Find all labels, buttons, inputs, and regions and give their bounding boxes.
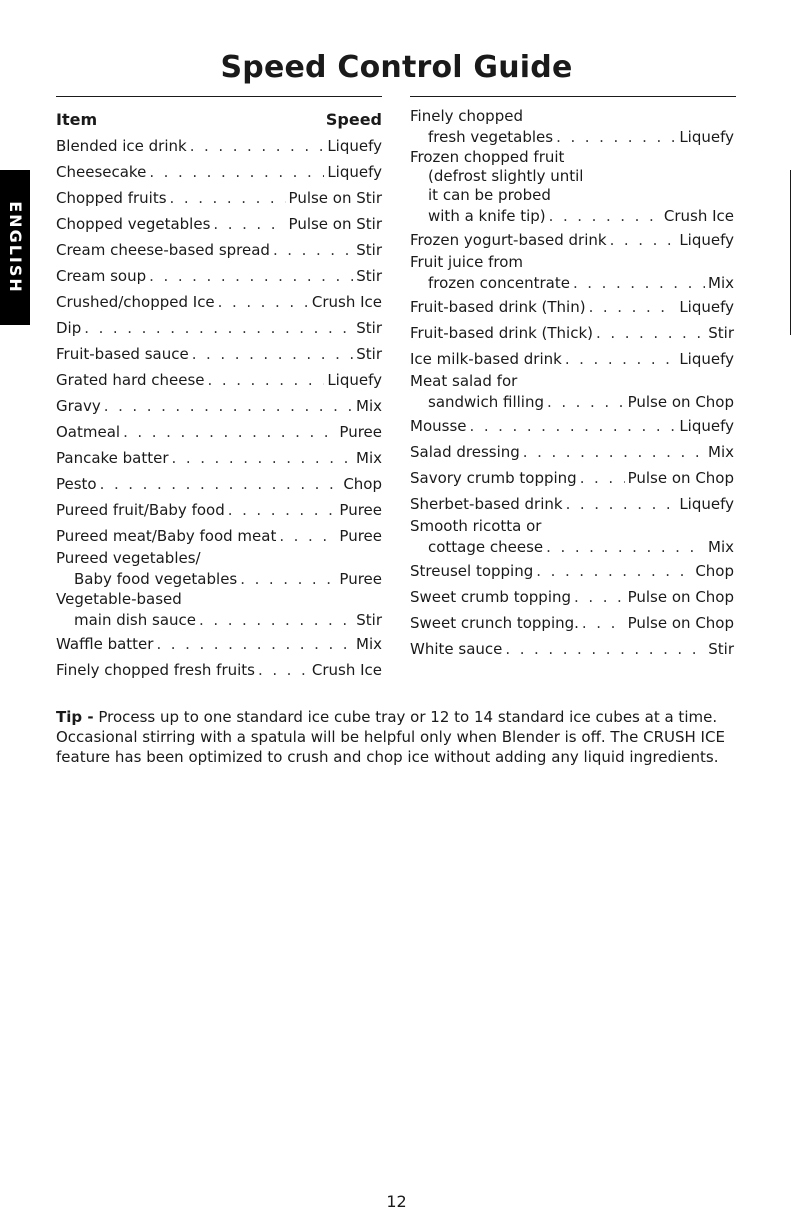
table-row [410, 413, 734, 439]
list-item [410, 465, 734, 491]
table-row [410, 126, 734, 148]
speed-value: Pulse on Chop [627, 469, 734, 487]
list-item [56, 211, 382, 237]
title-rule-right [410, 96, 736, 97]
item-label: Crushed/chopped Ice [56, 293, 215, 311]
speed-value: Mix [708, 274, 734, 292]
list-item [410, 584, 734, 610]
list-item [410, 253, 734, 294]
list-item [410, 320, 734, 346]
list-item [56, 419, 382, 445]
list-item [410, 413, 734, 439]
speed-value: Crush Ice [663, 207, 734, 225]
speed-value: Stir [356, 319, 382, 337]
item-label: Blended ice drink [56, 137, 187, 155]
speed-value: Stir [356, 267, 382, 285]
item-label: Cream soup [56, 267, 147, 285]
table-row [410, 320, 734, 346]
item-label: Waffle batter [56, 635, 154, 653]
dot-leader [573, 272, 705, 294]
speed-value: Mix [356, 449, 382, 467]
dot-leader [100, 471, 341, 497]
table-row [410, 346, 734, 372]
speed-value: Puree [339, 527, 382, 545]
dot-leader [192, 341, 354, 367]
page-title: Speed Control Guide [220, 50, 573, 85]
speed-value: Stir [708, 640, 734, 658]
dot-leader [580, 465, 625, 491]
table-row [410, 227, 734, 253]
table-row [410, 558, 734, 584]
dot-leader [104, 393, 353, 419]
title-rule-left [56, 96, 382, 97]
table-row [56, 159, 382, 185]
list-item [56, 367, 382, 393]
left-item-list [56, 133, 382, 683]
item-label-line: Vegetable-based [56, 590, 182, 608]
list-item [56, 341, 382, 367]
tip-paragraph [56, 707, 746, 767]
list-item [410, 346, 734, 372]
list-item [410, 636, 734, 662]
item-label-line: Fruit juice from [410, 253, 524, 271]
item-label: Gravy [56, 397, 101, 415]
item-label: Cheesecake [56, 163, 147, 181]
item-label: Fruit-based drink (Thick) [410, 324, 594, 342]
table-row [56, 568, 382, 590]
speed-value: Liquefy [679, 128, 734, 146]
dot-leader [123, 419, 336, 445]
item-label: Pesto [56, 475, 97, 493]
item-label: Baby food vegetables [74, 570, 238, 588]
speed-value: Liquefy [679, 231, 734, 249]
table-row [56, 211, 382, 237]
tip-text: Process up to one standard ice cube tray or 12 to 14 standard ice cubes at a time. Occasional stirring with a spatula will be helpful only when Blender is off. The CRUSH ICE feature has been optimized to crush and chop ice without adding any liquid ingredients. [56, 708, 725, 766]
item-label: Oatmeal [56, 423, 121, 441]
list-item [56, 631, 382, 657]
table-row [56, 133, 382, 159]
table-row [56, 497, 382, 523]
dot-leader [190, 133, 325, 159]
speed-value: Pulse on Stir [288, 189, 382, 207]
speed-value: Pulse on Chop [627, 614, 734, 632]
table-row [56, 657, 382, 683]
item-label: Savory crumb topping [410, 469, 577, 487]
item-label-line: Finely chopped [410, 107, 523, 125]
list-item [410, 294, 734, 320]
dot-leader [156, 631, 353, 657]
dot-leader [546, 536, 705, 558]
table-header [56, 107, 382, 133]
list-item [56, 133, 382, 159]
item-label-line: it can be probed [428, 186, 551, 204]
list-item [56, 393, 382, 419]
dot-leader [273, 237, 353, 263]
item-label: Chopped vegetables [56, 215, 211, 233]
item-label: sandwich filling [428, 393, 544, 411]
table-row [56, 523, 382, 549]
speed-value: Mix [356, 397, 382, 415]
dot-leader [258, 657, 309, 683]
item-header: Item [56, 110, 98, 129]
speed-value: Stir [356, 611, 382, 629]
list-item [56, 185, 382, 211]
table-row [410, 205, 734, 227]
list-item [410, 558, 734, 584]
list-item [410, 491, 734, 517]
item-label: Chopped fruits [56, 189, 167, 207]
table-row [410, 584, 734, 610]
table-row [56, 419, 382, 445]
list-item [56, 549, 382, 590]
table-row [410, 610, 734, 636]
table-row [410, 465, 734, 491]
speed-value: Liquefy [679, 298, 734, 316]
table-row [56, 367, 382, 393]
speed-value: Pulse on Chop [627, 588, 734, 606]
list-item [56, 590, 382, 631]
list-item [56, 445, 382, 471]
dot-leader [574, 584, 625, 610]
list-item [56, 523, 382, 549]
item-label-line: Frozen chopped fruit [410, 148, 565, 166]
language-tab-label: ENGLISH [5, 201, 25, 294]
table-row [56, 471, 382, 497]
list-item [410, 107, 734, 148]
speed-value: Puree [339, 570, 382, 588]
table-row [56, 185, 382, 211]
speed-value: Chop [695, 562, 734, 580]
speed-value: Mix [356, 635, 382, 653]
list-item [410, 517, 734, 558]
table-row [56, 315, 382, 341]
item-label: Pureed fruit/Baby food [56, 501, 225, 519]
item-label-line: Meat salad for [410, 372, 518, 390]
dot-leader [547, 391, 625, 413]
item-label: Grated hard cheese [56, 371, 205, 389]
language-tab [0, 170, 30, 325]
item-label: Finely chopped fresh fruits [56, 661, 255, 679]
dot-leader [218, 289, 309, 315]
dot-leader [84, 315, 353, 341]
right-item-list [410, 107, 734, 662]
speed-value: Crush Ice [311, 293, 382, 311]
table-row [56, 609, 382, 631]
left-column [56, 107, 382, 683]
dot-leader [505, 636, 705, 662]
dot-leader [596, 320, 705, 346]
list-item [410, 227, 734, 253]
item-label: main dish sauce [74, 611, 197, 629]
item-label: frozen concentrate [428, 274, 570, 292]
table-row [56, 237, 382, 263]
item-label: Ice milk-based drink [410, 350, 562, 368]
table-row [56, 289, 382, 315]
item-label: Dip [56, 319, 82, 337]
page-number: 12 [386, 1192, 407, 1211]
speed-value: Liquefy [679, 350, 734, 368]
speed-value: Puree [339, 501, 382, 519]
tip-label: Tip - [56, 708, 94, 726]
list-item [56, 497, 382, 523]
table-row [410, 636, 734, 662]
item-label: Frozen yogurt-based drink [410, 231, 607, 249]
speed-value: Liquefy [679, 417, 734, 435]
dot-leader [469, 413, 676, 439]
table-row [56, 445, 382, 471]
dot-leader [240, 568, 336, 590]
list-item [410, 372, 734, 413]
speed-value: Liquefy [327, 137, 382, 155]
table-row [56, 341, 382, 367]
dot-leader [208, 367, 325, 393]
item-label: Pancake batter [56, 449, 169, 467]
item-label: cottage cheese [428, 538, 544, 556]
dot-leader [565, 346, 677, 372]
list-item [410, 439, 734, 465]
list-item [56, 289, 382, 315]
dot-leader [610, 227, 677, 253]
speed-value: Mix [708, 538, 734, 556]
item-label-line: Smooth ricotta or [410, 517, 542, 535]
dot-leader [536, 558, 692, 584]
list-item [56, 263, 382, 289]
item-label: fresh vegetables [428, 128, 554, 146]
speed-value: Crush Ice [311, 661, 382, 679]
item-label-line: (defrost slightly until [428, 167, 584, 185]
table-row [410, 391, 734, 413]
table-row [56, 263, 382, 289]
item-label: Mousse [410, 417, 467, 435]
dot-leader [582, 610, 625, 636]
speed-header: Speed [325, 110, 382, 129]
dot-leader [279, 523, 336, 549]
list-item [56, 159, 382, 185]
dot-leader [589, 294, 677, 320]
speed-value: Stir [356, 345, 382, 363]
table-row [56, 393, 382, 419]
item-label: Sweet crumb topping [410, 588, 572, 606]
speed-value: Liquefy [327, 371, 382, 389]
item-label: Fruit-based sauce [56, 345, 189, 363]
speed-value: Pulse on Stir [288, 215, 382, 233]
dot-leader [523, 439, 705, 465]
list-item [56, 237, 382, 263]
list-item [56, 657, 382, 683]
list-item [56, 315, 382, 341]
table-row [56, 631, 382, 657]
list-item [56, 471, 382, 497]
table-row [410, 491, 734, 517]
dot-leader [228, 497, 337, 523]
speed-value: Puree [339, 423, 382, 441]
item-label: Salad dressing [410, 443, 520, 461]
speed-value: Pulse on Chop [627, 393, 734, 411]
item-label: Streusel topping [410, 562, 534, 580]
table-row [410, 536, 734, 558]
table-row [410, 439, 734, 465]
item-label: Fruit-based drink (Thin) [410, 298, 586, 316]
speed-value: Mix [708, 443, 734, 461]
dot-leader [170, 185, 286, 211]
item-label: White sauce [410, 640, 503, 658]
item-label-line: Pureed vegetables/ [56, 549, 201, 567]
dot-leader [149, 159, 324, 185]
speed-value: Stir [708, 324, 734, 342]
speed-value: Liquefy [327, 163, 382, 181]
dot-leader [199, 609, 353, 631]
table-row [410, 272, 734, 294]
margin-line [790, 170, 791, 335]
dot-leader [549, 205, 661, 227]
item-label: Sherbet-based drink [410, 495, 563, 513]
speed-value: Liquefy [679, 495, 734, 513]
item-label: Sweet crunch topping. [410, 614, 579, 632]
table-row [410, 294, 734, 320]
dot-leader [172, 445, 353, 471]
speed-value: Stir [356, 241, 382, 259]
list-item [410, 610, 734, 636]
item-label: Pureed meat/Baby food meat [56, 527, 277, 545]
right-column [410, 107, 734, 662]
list-item [410, 148, 734, 227]
dot-leader [566, 491, 677, 517]
item-label: with a knife tip) [428, 207, 546, 225]
dot-leader [149, 263, 353, 289]
speed-value: Chop [343, 475, 382, 493]
item-label: Cream cheese-based spread [56, 241, 270, 259]
dot-leader [556, 126, 676, 148]
dot-leader [213, 211, 285, 237]
